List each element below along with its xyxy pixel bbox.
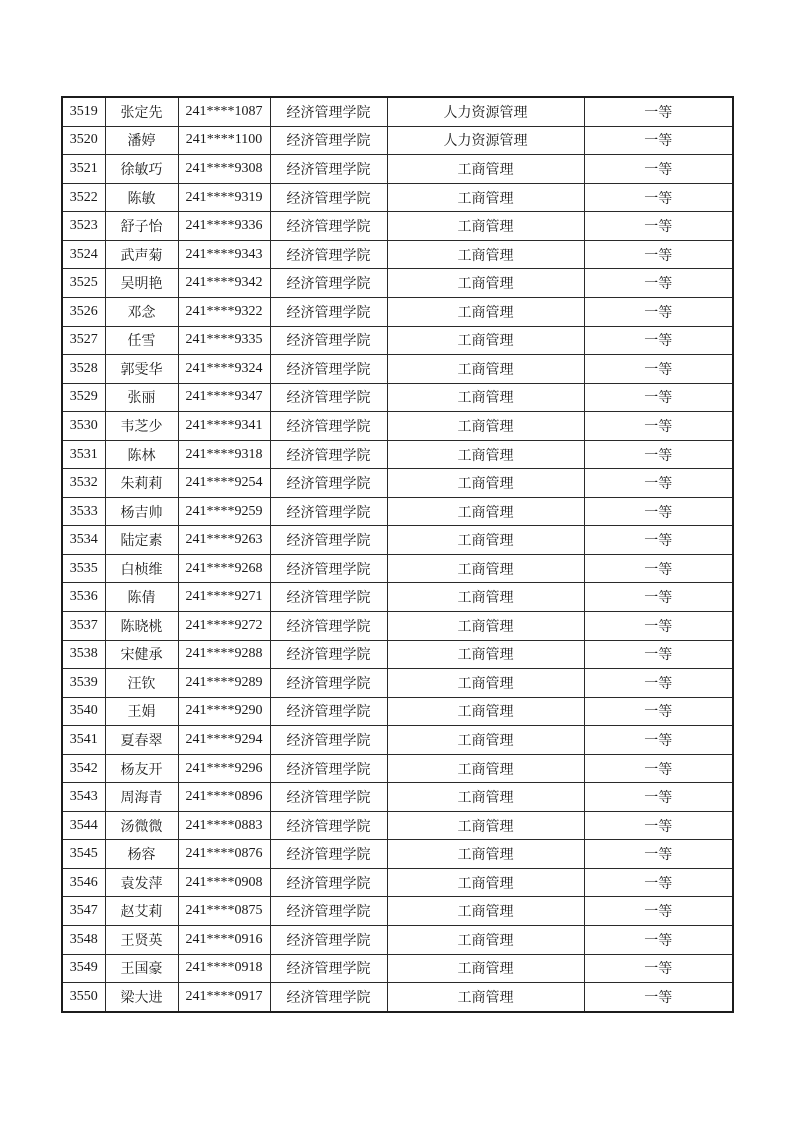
cell-student-id: 241****9268 (178, 554, 270, 583)
cell-award: 一等 (584, 983, 733, 1012)
cell-name: 袁发萍 (105, 868, 178, 897)
cell-major: 工商管理 (387, 155, 584, 184)
cell-name: 汪钦 (105, 669, 178, 698)
cell-major: 工商管理 (387, 298, 584, 327)
cell-serial: 3545 (62, 840, 105, 869)
cell-award: 一等 (584, 669, 733, 698)
cell-major: 工商管理 (387, 754, 584, 783)
cell-major: 工商管理 (387, 355, 584, 384)
cell-student-id: 241****0876 (178, 840, 270, 869)
cell-major: 工商管理 (387, 811, 584, 840)
cell-major: 工商管理 (387, 868, 584, 897)
cell-serial: 3521 (62, 155, 105, 184)
cell-name: 陈晓桃 (105, 612, 178, 641)
cell-award: 一等 (584, 269, 733, 298)
cell-student-id: 241****9294 (178, 726, 270, 755)
cell-college: 经济管理学院 (270, 697, 387, 726)
cell-serial: 3532 (62, 469, 105, 498)
cell-name: 郭雯华 (105, 355, 178, 384)
cell-student-id: 241****9254 (178, 469, 270, 498)
cell-major: 工商管理 (387, 840, 584, 869)
cell-serial: 3526 (62, 298, 105, 327)
table-row (62, 240, 733, 269)
table-row (62, 126, 733, 155)
cell-award: 一等 (584, 754, 733, 783)
cell-name: 任雪 (105, 326, 178, 355)
cell-award: 一等 (584, 811, 733, 840)
cell-major: 工商管理 (387, 440, 584, 469)
cell-major: 人力资源管理 (387, 126, 584, 155)
cell-college: 经济管理学院 (270, 554, 387, 583)
cell-student-id: 241****0916 (178, 926, 270, 955)
award-list-table (61, 96, 734, 1013)
table-row (62, 868, 733, 897)
table-row (62, 754, 733, 783)
cell-name: 宋健承 (105, 640, 178, 669)
cell-college: 经济管理学院 (270, 954, 387, 983)
cell-name: 杨容 (105, 840, 178, 869)
cell-award: 一等 (584, 926, 733, 955)
cell-name: 白桢维 (105, 554, 178, 583)
cell-college: 经济管理学院 (270, 754, 387, 783)
cell-award: 一等 (584, 383, 733, 412)
cell-name: 陆定素 (105, 526, 178, 555)
cell-award: 一等 (584, 469, 733, 498)
cell-student-id: 241****9341 (178, 412, 270, 441)
cell-name: 陈林 (105, 440, 178, 469)
table-row (62, 440, 733, 469)
cell-student-id: 241****9342 (178, 269, 270, 298)
cell-student-id: 241****1100 (178, 126, 270, 155)
cell-award: 一等 (584, 868, 733, 897)
cell-serial: 3520 (62, 126, 105, 155)
cell-serial: 3529 (62, 383, 105, 412)
cell-college: 经济管理学院 (270, 412, 387, 441)
table-row (62, 554, 733, 583)
cell-college: 经济管理学院 (270, 240, 387, 269)
cell-college: 经济管理学院 (270, 497, 387, 526)
cell-college: 经济管理学院 (270, 326, 387, 355)
table-row (62, 669, 733, 698)
cell-major: 工商管理 (387, 497, 584, 526)
cell-award: 一等 (584, 726, 733, 755)
cell-serial: 3549 (62, 954, 105, 983)
cell-serial: 3534 (62, 526, 105, 555)
cell-award: 一等 (584, 126, 733, 155)
cell-award: 一等 (584, 954, 733, 983)
cell-name: 王娟 (105, 697, 178, 726)
cell-student-id: 241****9271 (178, 583, 270, 612)
cell-award: 一等 (584, 212, 733, 241)
cell-serial: 3548 (62, 926, 105, 955)
cell-name: 徐敏巧 (105, 155, 178, 184)
table-row (62, 697, 733, 726)
table-row (62, 355, 733, 384)
table-row (62, 783, 733, 812)
cell-college: 经济管理学院 (270, 840, 387, 869)
cell-student-id: 241****9335 (178, 326, 270, 355)
cell-name: 张丽 (105, 383, 178, 412)
cell-award: 一等 (584, 440, 733, 469)
cell-award: 一等 (584, 526, 733, 555)
cell-student-id: 241****9324 (178, 355, 270, 384)
cell-award: 一等 (584, 783, 733, 812)
cell-award: 一等 (584, 612, 733, 641)
cell-name: 张定先 (105, 97, 178, 126)
cell-serial: 3541 (62, 726, 105, 755)
cell-major: 工商管理 (387, 583, 584, 612)
cell-college: 经济管理学院 (270, 669, 387, 698)
cell-student-id: 241****0896 (178, 783, 270, 812)
cell-name: 韦芝少 (105, 412, 178, 441)
cell-major: 人力资源管理 (387, 97, 584, 126)
cell-serial: 3522 (62, 183, 105, 212)
table-row (62, 583, 733, 612)
table-row (62, 726, 733, 755)
cell-college: 经济管理学院 (270, 868, 387, 897)
cell-name: 汤微微 (105, 811, 178, 840)
cell-name: 邓念 (105, 298, 178, 327)
cell-college: 经济管理学院 (270, 355, 387, 384)
cell-serial: 3540 (62, 697, 105, 726)
table-row (62, 897, 733, 926)
cell-award: 一等 (584, 640, 733, 669)
cell-serial: 3533 (62, 497, 105, 526)
cell-award: 一等 (584, 583, 733, 612)
cell-college: 经济管理学院 (270, 212, 387, 241)
cell-serial: 3536 (62, 583, 105, 612)
cell-name: 杨吉帅 (105, 497, 178, 526)
cell-major: 工商管理 (387, 412, 584, 441)
table-row (62, 926, 733, 955)
cell-name: 陈敏 (105, 183, 178, 212)
cell-major: 工商管理 (387, 926, 584, 955)
table-row (62, 640, 733, 669)
cell-student-id: 241****9263 (178, 526, 270, 555)
cell-college: 经济管理学院 (270, 383, 387, 412)
table-row (62, 811, 733, 840)
cell-major: 工商管理 (387, 983, 584, 1012)
cell-college: 经济管理学院 (270, 897, 387, 926)
cell-major: 工商管理 (387, 697, 584, 726)
cell-serial: 3537 (62, 612, 105, 641)
cell-major: 工商管理 (387, 212, 584, 241)
cell-college: 经济管理学院 (270, 612, 387, 641)
cell-award: 一等 (584, 97, 733, 126)
cell-college: 经济管理学院 (270, 126, 387, 155)
table-row (62, 469, 733, 498)
cell-college: 经济管理学院 (270, 983, 387, 1012)
cell-college: 经济管理学院 (270, 583, 387, 612)
cell-award: 一等 (584, 298, 733, 327)
cell-college: 经济管理学院 (270, 726, 387, 755)
table-row (62, 954, 733, 983)
cell-student-id: 241****9336 (178, 212, 270, 241)
table-row (62, 97, 733, 126)
cell-student-id: 241****9318 (178, 440, 270, 469)
cell-college: 经济管理学院 (270, 526, 387, 555)
cell-college: 经济管理学院 (270, 440, 387, 469)
cell-major: 工商管理 (387, 669, 584, 698)
cell-name: 舒子怡 (105, 212, 178, 241)
cell-name: 赵艾莉 (105, 897, 178, 926)
cell-award: 一等 (584, 155, 733, 184)
cell-college: 经济管理学院 (270, 783, 387, 812)
cell-award: 一等 (584, 697, 733, 726)
cell-student-id: 241****9259 (178, 497, 270, 526)
cell-major: 工商管理 (387, 897, 584, 926)
table-row (62, 840, 733, 869)
cell-college: 经济管理学院 (270, 811, 387, 840)
cell-major: 工商管理 (387, 383, 584, 412)
cell-serial: 3547 (62, 897, 105, 926)
cell-major: 工商管理 (387, 183, 584, 212)
table-row (62, 298, 733, 327)
cell-award: 一等 (584, 554, 733, 583)
cell-major: 工商管理 (387, 554, 584, 583)
table-row (62, 612, 733, 641)
cell-name: 夏春翠 (105, 726, 178, 755)
cell-college: 经济管理学院 (270, 97, 387, 126)
cell-serial: 3527 (62, 326, 105, 355)
table-row (62, 383, 733, 412)
cell-award: 一等 (584, 240, 733, 269)
table-row (62, 497, 733, 526)
cell-serial: 3525 (62, 269, 105, 298)
cell-college: 经济管理学院 (270, 298, 387, 327)
cell-name: 潘婷 (105, 126, 178, 155)
cell-name: 武声菊 (105, 240, 178, 269)
cell-serial: 3530 (62, 412, 105, 441)
cell-award: 一等 (584, 897, 733, 926)
cell-college: 经济管理学院 (270, 926, 387, 955)
cell-award: 一等 (584, 355, 733, 384)
cell-name: 吴明艳 (105, 269, 178, 298)
cell-name: 王贤英 (105, 926, 178, 955)
cell-serial: 3539 (62, 669, 105, 698)
cell-serial: 3543 (62, 783, 105, 812)
cell-student-id: 241****0908 (178, 868, 270, 897)
cell-student-id: 241****9343 (178, 240, 270, 269)
cell-name: 杨友开 (105, 754, 178, 783)
cell-student-id: 241****9319 (178, 183, 270, 212)
cell-major: 工商管理 (387, 240, 584, 269)
cell-college: 经济管理学院 (270, 183, 387, 212)
cell-serial: 3544 (62, 811, 105, 840)
cell-student-id: 241****9296 (178, 754, 270, 783)
cell-serial: 3535 (62, 554, 105, 583)
cell-major: 工商管理 (387, 469, 584, 498)
table-row (62, 526, 733, 555)
cell-major: 工商管理 (387, 269, 584, 298)
cell-student-id: 241****9289 (178, 669, 270, 698)
cell-award: 一等 (584, 183, 733, 212)
cell-award: 一等 (584, 840, 733, 869)
cell-student-id: 241****0918 (178, 954, 270, 983)
cell-student-id: 241****9290 (178, 697, 270, 726)
table-row (62, 269, 733, 298)
cell-major: 工商管理 (387, 326, 584, 355)
cell-college: 经济管理学院 (270, 469, 387, 498)
cell-serial: 3538 (62, 640, 105, 669)
cell-major: 工商管理 (387, 640, 584, 669)
cell-student-id: 241****9308 (178, 155, 270, 184)
cell-student-id: 241****9347 (178, 383, 270, 412)
cell-name: 王国豪 (105, 954, 178, 983)
cell-college: 经济管理学院 (270, 269, 387, 298)
cell-serial: 3546 (62, 868, 105, 897)
cell-name: 周海青 (105, 783, 178, 812)
cell-student-id: 241****1087 (178, 97, 270, 126)
table-row (62, 183, 733, 212)
cell-name: 梁大进 (105, 983, 178, 1012)
cell-name: 朱莉莉 (105, 469, 178, 498)
cell-name: 陈倩 (105, 583, 178, 612)
cell-award: 一等 (584, 326, 733, 355)
award-table-body (62, 97, 733, 1012)
cell-major: 工商管理 (387, 526, 584, 555)
cell-major: 工商管理 (387, 783, 584, 812)
cell-student-id: 241****0875 (178, 897, 270, 926)
cell-student-id: 241****9288 (178, 640, 270, 669)
cell-major: 工商管理 (387, 612, 584, 641)
cell-serial: 3523 (62, 212, 105, 241)
cell-serial: 3519 (62, 97, 105, 126)
cell-award: 一等 (584, 412, 733, 441)
cell-serial: 3528 (62, 355, 105, 384)
cell-student-id: 241****0917 (178, 983, 270, 1012)
table-row (62, 155, 733, 184)
cell-college: 经济管理学院 (270, 155, 387, 184)
cell-college: 经济管理学院 (270, 640, 387, 669)
cell-serial: 3531 (62, 440, 105, 469)
cell-student-id: 241****9272 (178, 612, 270, 641)
table-row (62, 326, 733, 355)
cell-major: 工商管理 (387, 726, 584, 755)
cell-serial: 3550 (62, 983, 105, 1012)
cell-student-id: 241****0883 (178, 811, 270, 840)
cell-student-id: 241****9322 (178, 298, 270, 327)
table-row (62, 983, 733, 1012)
cell-award: 一等 (584, 497, 733, 526)
table-row (62, 412, 733, 441)
table-row (62, 212, 733, 241)
cell-serial: 3524 (62, 240, 105, 269)
cell-major: 工商管理 (387, 954, 584, 983)
cell-serial: 3542 (62, 754, 105, 783)
